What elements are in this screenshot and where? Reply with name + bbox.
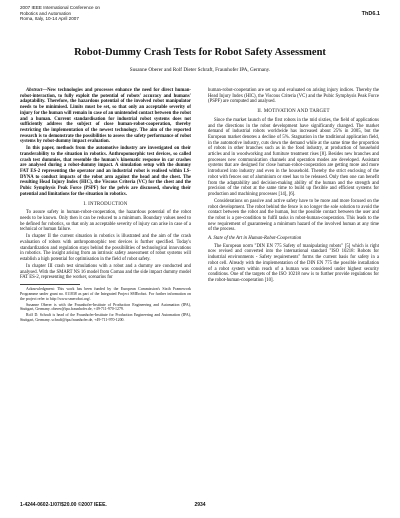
footnote-separator — [20, 284, 80, 285]
footnote-author-1: Susanne Oberer is with the Fraunhofer-Institute of Production Engineering and Automation (IPA), Stuttgart, Germany. oberer@ipa.fraunhofer.de, +49-711-970-1279. — [20, 302, 191, 312]
right-column — [208, 88, 379, 285]
isbn-footer: 1-4244-0602-1/07/$20.00 ©2007 IEEE. — [20, 502, 107, 508]
left-column — [20, 88, 191, 324]
session-code: ThD6.1 — [361, 11, 380, 17]
intro-paragraph-1: To assure safety in human-robot-cooperation, the hazardous potential of the robot needs to be known. Only then it can be reduced to a minimum. Boundary values need to be defined for robotics, so that only an acceptable severity of injury can arise in case of a technical or human failure. — [20, 210, 191, 233]
conference-name-line2: Robotics and Automation — [20, 10, 72, 16]
footnote-author-2: Rolf D. Schraft is head of the Fraunhofer-Institute for Production Engineering and Automation (IPA), Stuttgart, Germany. schraft@ipa.fraunhofer.de, +49-711-970-1200. — [20, 313, 191, 323]
conference-location: Roma, Italy, 10-14 April 2007 — [20, 16, 79, 22]
section-heading-introduction: I. INTRODUCTION — [83, 201, 128, 207]
intro-continuation: human-robot-cooperation are set up and evaluated on arising injury indices. Thereby the Head Injury Index (HIC), the Viscous Criteria (VC) and the Pubic Symphysis Peak Force (PSPF) are computed and analysed. — [208, 88, 379, 105]
paper-title: Robot-Dummy Crash Tests for Robot Safety Assessment — [74, 47, 326, 58]
conference-header — [20, 5, 380, 22]
state-of-art-paragraph: The European norm "DIN EN 775 Safety of manipulating robots" [5] which is right now revised and converted into the international standard "ISO 10218: Robots for industrial environments - Safety requirements" forms the current basis for safety in a robot cell. Already with the implementation of the DIN EN 775 the possible installation of a robot system within reach of a human was considered under highest security conditions. One of the targets of the ISO 10218 now is to further provide regulations for the robot-human-cooperation [10]. — [208, 243, 379, 283]
page-number: 2934 — [194, 502, 206, 508]
abstract-text: —New technologies and processes enhance the need for direct human-robot-interaction, to fully exploit the potential of robots' accuracy and humans' adaptability. Therefore, the hazardous potential of the involved robot manipulator needs to be minimised. Limits must be set, so that only an acceptable severity of injury for the human will remain in case of an unintended contact between the robot and a human. Current standardisation for industrial robot systems does not sufficiently address the subject of close human-robot-cooperation, thereby restricting the implementation of the newest technology. The aim of the reported research is to demonstrate the possibilities to assess the safety performance of robot systems by robot-dummy impact evaluation. — [20, 88, 191, 145]
abstract-paragraph — [20, 88, 191, 145]
section-heading-motivation: II. MOTIVATION AND TARGET — [257, 109, 330, 115]
subsection-heading-state-of-art: A. State of the Art in Human-Robot-Cooperation — [208, 236, 302, 242]
motivation-paragraph-1: Since the market launch of the first robots in the mid sixties, the field of applications and the directions in the robot development have significantly changed. The market demand of industrial robots worldwide has increased about 25% in 2005, but the European market denotes a decline of 5%. Stagnation in the traditional application field, in the automotive industry, cuts down the demand while at the same time the proportion of robots in other branches such as in the food industry, at production of household articles and in woodworking and furniture treatment rises [8]. Besides new branches and processes new communication channels and operation modes are developed. Assistant systems that are designed for close human-robot-cooperation are getting more and more introduced into industry and even in the household. Thereby the strict enclosing of the robot with fences out of aluminium or steel has to be released. Only then one can benefit from the adaptability and decision-making ability of the human and the strength and precision of the robot at the same time to build up flexible and efficient systems for production and machining processes [14], [6]. — [208, 117, 379, 197]
conference-name: 2007 IEEE International Conference on — [20, 5, 100, 10]
motivation-paragraph-2: Considerations on passive and active safety have to be more and more focused on the robot development. The robot behind the fence is no longer the sole solution to avoid the contact between the robot and the human, but the possible contact between the user and the robot is a pre-condition to fulfil tasks in robot-human-cooperation. This leads to the new requirement of guaranteeing a minimum hazard of the involved human at any time of the process. — [208, 198, 379, 233]
paper-authors: Susanne Oberer and Rolf Dieter Schraft, Fraunhofer IPA, Germany. — [129, 67, 271, 73]
intro-paragraph-3: In chapter III crash test simulations with a robot and a dummy are conducted and analysed. With the SMART NS 16 model from Comau and the side impact dummy model FAT ES-2, representing the worker, scenarios for — [20, 263, 191, 281]
abstract-paragraph-2: In this paper, methods from the automotive industry are investigated on their transferability to the situation in robotics. Anthropomorphic test devices, so called crash test dummies, that resemble the human's kinematic response in car crashes are analysed during a robot-dummy impact. A simulation setup with the dummy FAT ES-2 representing the operator and an industrial robot is realised within LS-DYNA to conduct impacts of the robot arm against the head and the chest. The resulting Head Injury Index (HIC), the Viscous Criteria (VC) for the chest and the Pubic Symphysis Peak Force (PSPF) for the pelvis are discussed, showing their potential and limitations for the situation in robotics. — [20, 146, 191, 197]
intro-paragraph-2: In chapter II the current situation in robotics is illustrated and the aim of the crash evaluation of robots with anthropomorphic test devices is further specified. Today's standardization and regulation stays behind the possibilities of technological innovations in robotics. The insight arising from an intrinsic safety assessment of robot systems will establish a high potential for optimisation in the field of robot safety. — [20, 234, 191, 263]
abstract-lead: Abstract — [26, 88, 43, 93]
footnote-acknowledgment: Acknowledgment: This work has been funded by the European Commission's Sixth Framework Programme under grant no. 011838 as part of the Integrated Project SMErobot. For further information on the project refer to http://www.smerobot.org/. — [20, 287, 191, 301]
